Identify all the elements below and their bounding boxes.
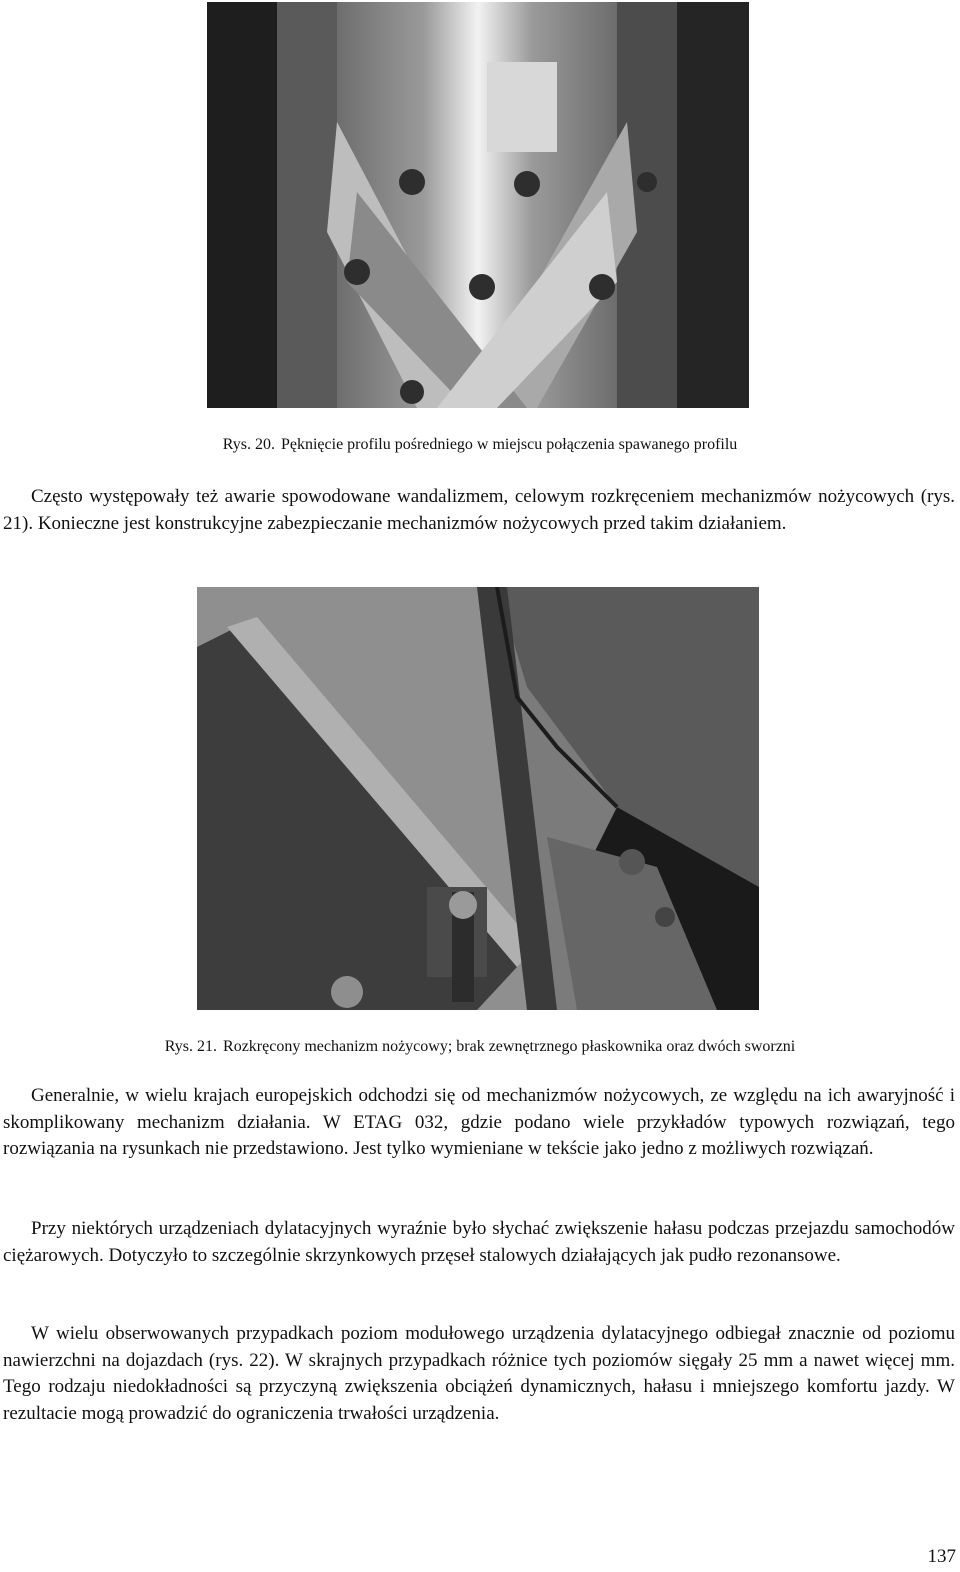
figure-21-photo: [197, 587, 759, 1010]
paragraph-vandalism: Często występowały też awarie spowodowane wandalizmem, celowym rozkręceniem mechanizmów nożycowych (rys. 21). Konieczne jest konstrukcyjne zabezpieczanie mechanizmów nożycowych przed takim działaniem.: [3, 486, 955, 534]
figure-20-label: Rys. 20.: [222, 436, 275, 453]
paragraph-noise: Przy niektórych urządzeniach dylatacyjnych wyraźnie było słychać zwiększenie hałasu podczas przejazdu samochodów ciężarowych. Dotyczyło to szczególnie skrzynkowych przęseł stalowych działających jak pudło rezonansowe.: [3, 1218, 955, 1266]
paragraph-level-deviation: W wielu obserwowanych przypadkach poziom modułowego urządzenia dylatacyjnego odbiegał znacznie od poziomu nawierzchni na dojazdach (rys. 22). W skrajnych przypadkach różnice tych poziomów sięgały 25 mm a nawet więcej mm. Tego rodzaju niedokładności są przyczyną zwiększenia obciążeń dynamicznych, hałasu i mniejszego komfortu jazdy. W rezultacie mogą prowadzić do ograniczenia trwałości urządzenia.: [3, 1323, 955, 1424]
paragraph-europe-trend: Generalnie, w wielu krajach europejskich odchodzi się od mechanizmów nożycowych, ze względu na ich awaryjność i skomplikowany mechanizm działania. W ETAG 032, gdzie podano wiele przykładów typowych rozwiązań, tego rozwiązania na rysunkach nie przedstawiono. Jest tylko wymieniane w tekście jako jedno z możliwych rozwiązań.: [3, 1085, 955, 1159]
scissor-mechanism-crack-photo: [207, 2, 749, 408]
figure-21-caption: [0, 1037, 960, 1057]
figure-21-caption-text: Rozkręcony mechanizm nożycowy; brak zewnętrznego płaskownika oraz dwóch sworzni: [223, 1038, 796, 1055]
figure-20-caption: [0, 435, 960, 455]
unscrewed-scissor-mechanism-photo: [197, 587, 759, 1010]
figure-21-label: Rys. 21.: [164, 1038, 218, 1055]
page-number: 137: [927, 1546, 956, 1567]
figure-20-caption-text: Pęknięcie profilu pośredniego w miejscu połączenia spawanego profilu: [280, 436, 738, 453]
figure-20-photo: [207, 2, 749, 408]
